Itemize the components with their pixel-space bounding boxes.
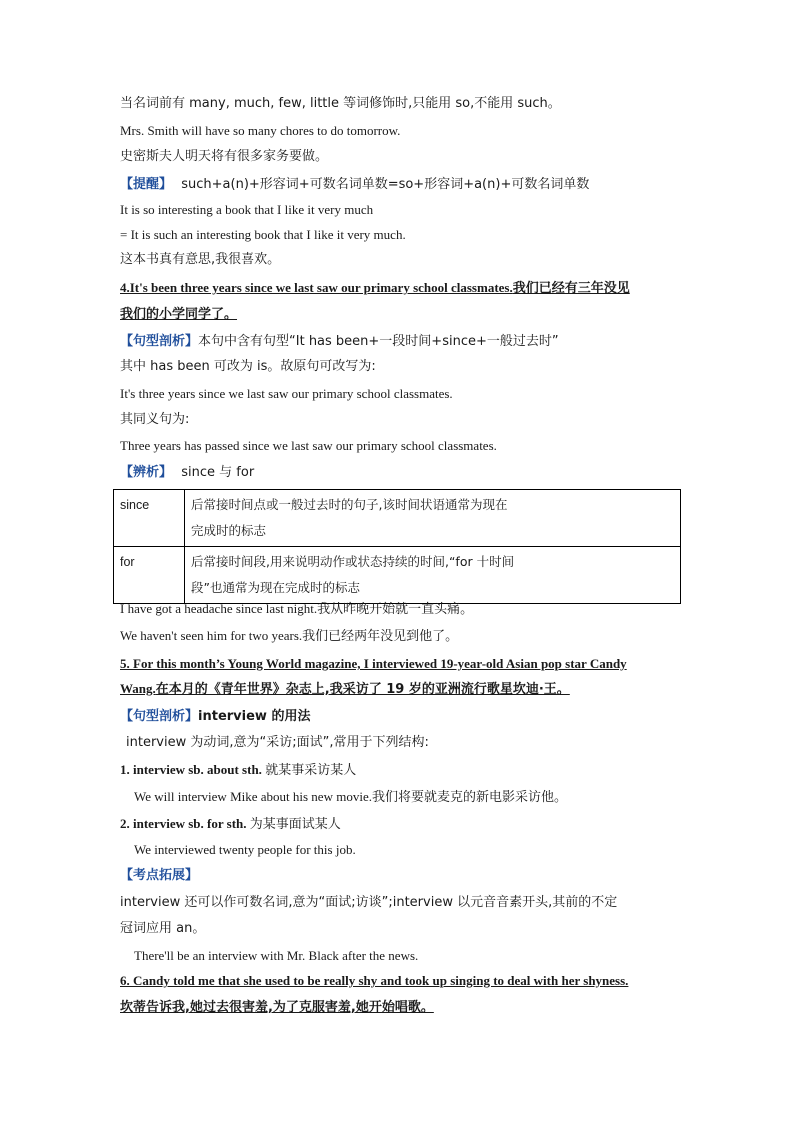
text-line: interview 还可以作可数名词,意为“面试;访谈”;interview 以元音音素开头,其前的不定: [120, 895, 618, 910]
table-key: since: [114, 490, 185, 547]
analysis-line: [120, 707, 310, 726]
text-line: Three years has passed since we last saw our primary school classmates.: [120, 438, 497, 453]
heading-cn: 坎蒂告诉我,她过去很害羞,为了克服害羞,她开始唱歌。: [120, 1000, 434, 1015]
text-line: 这本书真有意思,我很喜欢。: [120, 252, 281, 267]
text-line: 当名词前有 many, much, few, little 等词修饰时,只能用 so,不能用 such。: [120, 96, 561, 111]
distinguish-tag: 【辨析】: [120, 465, 173, 480]
section-heading-6: 6. Candy told me that she used to be really shy and took up singing to deal with her shyness.: [120, 973, 629, 988]
text-line: I have got a headache since last night.我从昨晚开始就一直头痛。: [120, 601, 474, 616]
analysis-text: 本句中含有句型“It has been+一段时间+since+一般过去时”: [198, 334, 559, 349]
heading-en: 4.It's been three years since we last saw our primary school classmates.: [120, 280, 513, 295]
table-desc: [185, 490, 681, 547]
section-heading-5: 5. For this month’s Young World magazine, I interviewed 19-year-old Asian pop star Candy: [120, 656, 627, 671]
tip-text: such+a(n)+形容词+可数名词单数=so+形容词+a(n)+可数名词单数: [181, 177, 590, 192]
section-heading-4-cont: [120, 305, 237, 324]
extend-tag: 【考点拓展】: [120, 868, 199, 883]
example-line: We will interview Mike about his new movie.我们将要就麦克的新电影采访他。: [134, 789, 567, 804]
text-line: 史密斯夫人明天将有很多家务要做。: [120, 149, 329, 164]
heading-cn: 我们已经有三年没见: [512, 281, 630, 296]
analysis-line: [120, 332, 559, 351]
text-line: Mrs. Smith will have so many chores to do tomorrow.: [120, 123, 401, 138]
text-line: 其同义句为:: [120, 412, 190, 427]
usage-line: [120, 761, 356, 780]
heading-cn: 在本月的《青年世界》杂志上,我采访了 19 岁的亚洲流行歌星坎迪·王。: [155, 682, 570, 697]
extend-line: [120, 866, 204, 885]
table-desc-line: 完成时的标志: [191, 523, 267, 538]
table-desc-line: 段”也通常为现在完成时的标志: [191, 580, 360, 595]
table-row: [114, 547, 681, 604]
heading-cn: 我们的小学同学了。: [120, 307, 238, 322]
tip-line: [120, 175, 589, 194]
text-line: 冠词应用 an。: [120, 921, 206, 936]
text-line: 其中 has been 可改为 is。故原句可改写为:: [120, 359, 376, 374]
analysis-tag: 【句型剖析】: [120, 709, 199, 724]
usage-pattern: 1. interview sb. about sth.: [120, 762, 262, 777]
table-desc-line: 后常接时间段,用来说明动作或状态持续的时间,“for 十时间: [191, 554, 515, 569]
usage-meaning: 为某事面试某人: [249, 817, 341, 832]
text-line: We haven't seen him for two years.我们已经两年没见到他了。: [120, 628, 459, 643]
example-line: There'll be an interview with Mr. Black after the news.: [134, 948, 419, 963]
text-line: It's three years since we last saw our primary school classmates.: [120, 386, 453, 401]
table-desc: [185, 547, 681, 604]
text-line: = It is such an interesting book that I like it very much.: [120, 227, 406, 242]
usage-line: [120, 815, 341, 834]
analysis-text: interview 的用法: [198, 709, 311, 724]
table-key: for: [114, 547, 185, 604]
text-line: It is so interesting a book that I like it very much: [120, 202, 374, 217]
text-line: interview 为动词,意为“采访;面试”,常用于下列结构:: [126, 735, 429, 750]
comparison-table: [113, 489, 681, 604]
section-heading-6-cont: [120, 998, 434, 1017]
analysis-tag: 【句型剖析】: [120, 334, 199, 349]
usage-meaning: 就某事采访某人: [265, 763, 357, 778]
distinguish-line: [120, 463, 254, 482]
section-heading-5-cont: [120, 680, 570, 699]
example-line: We interviewed twenty people for this job.: [134, 842, 356, 857]
section-heading-4: [120, 279, 630, 298]
table-row: [114, 490, 681, 547]
distinguish-text: since 与 for: [181, 465, 255, 480]
table-desc-line: 后常接时间点或一般过去时的句子,该时间状语通常为现在: [191, 497, 508, 512]
heading-en: Wang.: [120, 681, 156, 696]
tip-tag: 【提醒】: [120, 177, 173, 192]
usage-pattern: 2. interview sb. for sth.: [120, 816, 247, 831]
